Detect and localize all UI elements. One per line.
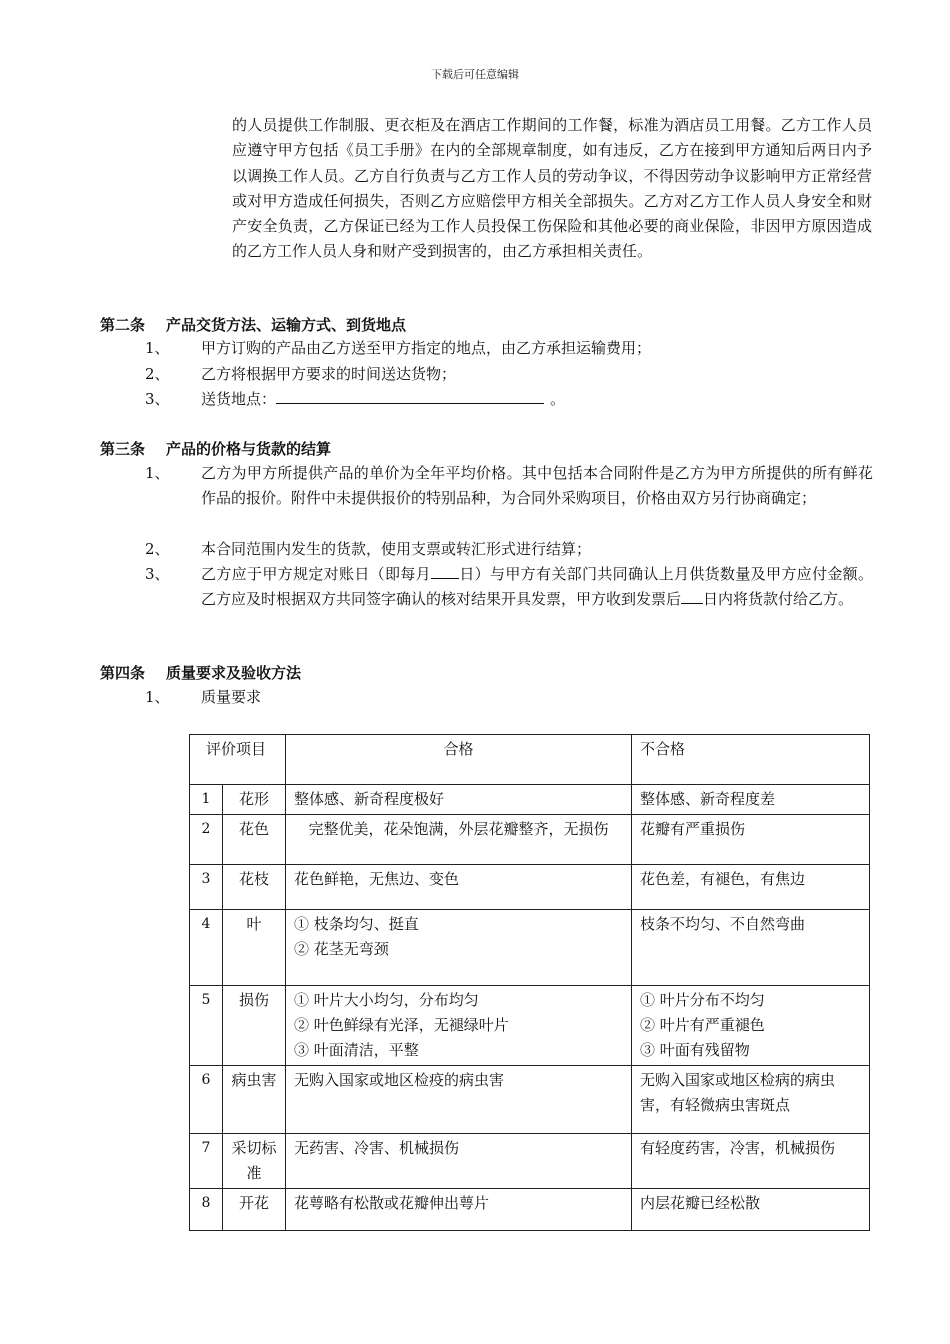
item-number: 1、 xyxy=(145,464,170,482)
item-number: 3、 xyxy=(145,390,170,408)
row-pass-criteria xyxy=(286,785,632,815)
pass-criteria-line: ② 叶色鲜绿有光泽，无褪绿叶片 xyxy=(294,1016,509,1034)
item-text: 质量要求 xyxy=(201,688,262,706)
header-pass: 合格 xyxy=(286,735,632,785)
fail-criteria-line: 内层花瓣已经松散 xyxy=(640,1194,761,1212)
row-item-name: 花色 xyxy=(223,815,286,865)
pass-criteria-line: 花萼略有松散或花瓣伸出萼片 xyxy=(294,1194,490,1212)
payment-days-blank[interactable] xyxy=(681,587,703,604)
row-index: 6 xyxy=(190,1066,223,1134)
row-pass-criteria xyxy=(286,865,632,910)
table-row xyxy=(190,1189,870,1231)
intro-paragraph: 的人员提供工作制服、更衣柜及在酒店工作期间的工作餐，标准为酒店员工用餐。乙方工作人员应遵守甲方包括《员工手册》在内的全部规章制度，如有违反，乙方在接到甲方通知后两日内予以调换工作人员。乙方自行负责与乙方工作人员的劳动争议，不得因劳动争议影响甲方正常经营或对甲方造成任何损失，否则乙方应赔偿甲方相关全部损失。乙方对乙方工作人员人身安全和财产安全负责，乙方保证已经为工作人员投保工伤保险和其他必要的商业保险，非因甲方原因造成的乙方工作人员人身和财产受到损害的，由乙方承担相关责任。 xyxy=(232,116,872,261)
fail-criteria-line: 枝条不均匀、不自然弯曲 xyxy=(640,915,806,933)
pass-criteria-line: ② 花茎无弯颈 xyxy=(294,940,389,958)
fail-criteria-line: ② 叶片有严重褪色 xyxy=(640,1016,765,1034)
section-title: 质量要求及验收方法 xyxy=(166,664,302,682)
section-number: 第三条 xyxy=(100,440,146,458)
pass-criteria-line: ① 枝条均匀、挺直 xyxy=(294,915,419,933)
pass-criteria-line: ③ 叶面清洁，平整 xyxy=(294,1041,419,1059)
item-text-part: 日内将货款付给乙方。 xyxy=(703,590,854,608)
table-row xyxy=(190,1134,870,1189)
item-text: 乙方为甲方所提供产品的单价为全年平均价格。其中包括本合同附件是乙方为甲方所提供的所有鲜花作品的报价。附件中未提供报价的特别品种，为合同外采购项目，价格由双方另行协商确定； xyxy=(201,464,873,507)
row-pass-criteria xyxy=(286,910,632,986)
row-item-name: 花枝 xyxy=(223,865,286,910)
row-index: 8 xyxy=(190,1189,223,1231)
row-fail-criteria xyxy=(632,785,870,815)
row-item-name: 花形 xyxy=(223,785,286,815)
table-row xyxy=(190,910,870,986)
section-title: 产品交货方法、运输方式、到货地点 xyxy=(166,316,407,334)
fail-criteria-line: 花色差，有褪色，有焦边 xyxy=(640,870,806,888)
row-index: 1 xyxy=(190,785,223,815)
item-text: 本合同范围内发生的货款，使用支票或转汇形式进行结算； xyxy=(201,540,592,558)
section-heading-3 xyxy=(100,438,331,459)
item-text: 甲方订购的产品由乙方送至甲方指定的地点，由乙方承担运输费用； xyxy=(201,339,652,357)
row-index: 2 xyxy=(190,815,223,865)
pass-criteria-line: 完整优美，花朵饱满，外层花瓣整齐，无损伤 xyxy=(308,820,609,838)
item-text xyxy=(201,562,873,612)
row-fail-criteria xyxy=(632,865,870,910)
table-header-row xyxy=(190,735,870,785)
row-pass-criteria xyxy=(286,1134,632,1189)
billing-day-blank[interactable] xyxy=(431,562,459,579)
row-item-name: 病虫害 xyxy=(223,1066,286,1134)
section-number: 第二条 xyxy=(100,316,146,334)
item-number: 1、 xyxy=(145,688,170,706)
header-item: 评价项目 xyxy=(190,735,286,785)
row-index: 4 xyxy=(190,910,223,986)
row-fail-criteria xyxy=(632,1189,870,1231)
table-row xyxy=(190,986,870,1066)
row-pass-criteria xyxy=(286,1066,632,1134)
item-text-part: 乙方应于甲方规定对账日（即每月 xyxy=(201,565,431,583)
table-row xyxy=(190,1066,870,1134)
table-row xyxy=(190,785,870,815)
row-item-name: 采切标准 xyxy=(223,1134,286,1189)
quality-table xyxy=(189,734,870,1231)
item-number: 2、 xyxy=(145,365,170,383)
delivery-address-label: 送货地点： xyxy=(201,390,277,408)
pass-criteria-line: ① 叶片大小均匀，分布均匀 xyxy=(294,991,479,1009)
row-pass-criteria xyxy=(286,986,632,1066)
item-number: 2、 xyxy=(145,540,170,558)
row-pass-criteria xyxy=(286,1189,632,1231)
item-text-part: 日）与甲方有关部门共同确认上月供货数量及甲方应付金额。乙方应及时根据双方共同签字确认的核对结果开具发票，甲方收到发票后 xyxy=(201,565,873,608)
pass-criteria-line: 整体感、新奇程度极好 xyxy=(294,790,445,808)
fail-criteria-line: ① 叶片分布不均匀 xyxy=(640,991,765,1009)
row-fail-criteria xyxy=(632,815,870,865)
row-item-name: 开花 xyxy=(223,1189,286,1231)
item-text-end: 。 xyxy=(550,390,566,408)
section-heading-2 xyxy=(100,314,406,335)
fail-criteria-line: ③ 叶面有残留物 xyxy=(640,1041,750,1059)
fail-criteria-line: 有轻度药害，冷害，机械损伤 xyxy=(640,1139,836,1157)
fail-criteria-line: 整体感、新奇程度差 xyxy=(640,790,776,808)
row-pass-criteria xyxy=(286,815,632,865)
pass-criteria-line: 无药害、冷害、机械损伤 xyxy=(294,1139,460,1157)
delivery-address-blank[interactable] xyxy=(276,387,544,404)
section-title: 产品的价格与货款的结算 xyxy=(166,440,332,458)
section-number: 第四条 xyxy=(100,664,146,682)
row-index: 3 xyxy=(190,865,223,910)
header-fail: 不合格 xyxy=(632,735,870,785)
item-text xyxy=(201,387,873,412)
row-fail-criteria xyxy=(632,910,870,986)
item-number: 1、 xyxy=(145,339,170,357)
row-fail-criteria xyxy=(632,1066,870,1134)
table-row xyxy=(190,815,870,865)
pass-criteria-line: 无购入国家或地区检疫的病虫害 xyxy=(294,1071,505,1089)
pass-criteria-line: 花色鲜艳，无焦边、变色 xyxy=(294,870,460,888)
row-item-name: 损伤 xyxy=(223,986,286,1066)
row-fail-criteria xyxy=(632,1134,870,1189)
section-heading-4 xyxy=(100,662,301,683)
row-item-name: 叶 xyxy=(223,910,286,986)
row-index: 7 xyxy=(190,1134,223,1189)
page-header: 下载后可任意编辑 xyxy=(431,68,519,81)
table-row xyxy=(190,865,870,910)
item-number: 3、 xyxy=(145,565,170,583)
item-text: 乙方将根据甲方要求的时间送达货物； xyxy=(201,365,457,383)
row-index: 5 xyxy=(190,986,223,1066)
fail-criteria-line: 花瓣有严重损伤 xyxy=(640,820,746,838)
row-fail-criteria xyxy=(632,986,870,1066)
fail-criteria-line: 无购入国家或地区检病的病虫害，有轻微病虫害斑点 xyxy=(640,1071,836,1114)
